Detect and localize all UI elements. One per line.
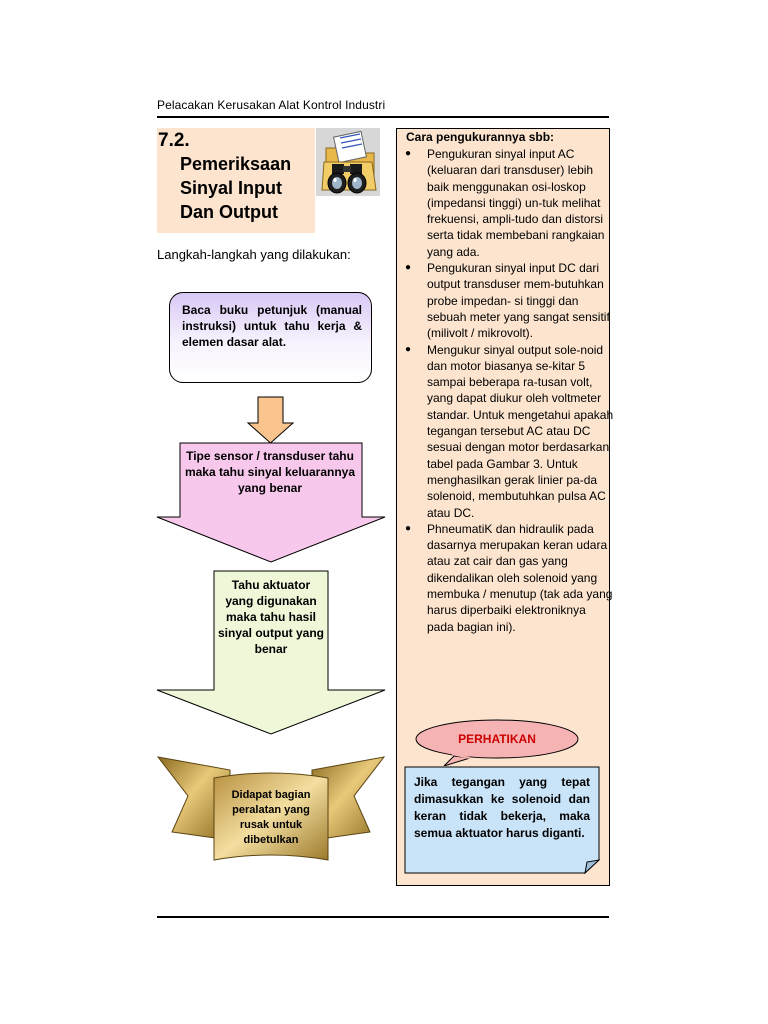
list-item-text: Pengukuran sinyal input AC (keluaran dari transduser) lebih baik menggunakan osi-loskop (impedansi tinggi) un-tuk melihat frekuensi, ampli-tudo dan distorsi serta tidak membebani rangkaian yang ada.: [427, 147, 605, 259]
notice-label: PERHATIKAN: [458, 732, 536, 746]
bullet-icon: ●: [405, 262, 412, 274]
list-item-text: Mengukur sinyal output sole-noid dan motor biasanya se-kitar 5 sampai beberapa ra-tusan volt, yang dapat diukur oleh voltmeter standar. Untuk mengetahui apakah tegangan tersebut AC atau DC sesuai dengan motor berdasarkan tabel pada Gambar 3. Untuk menghasilkan gerak linier pa-da solenoid, membutuhkan pulsa AC atau DC.: [427, 342, 614, 520]
header-rule: [157, 116, 609, 118]
list-item: [403, 342, 615, 521]
section-title: [180, 152, 291, 224]
list-item: [403, 260, 615, 341]
step1-text: Baca buku petunjuk (manual instruksi) untuk tahu kerja & elemen dasar alat.: [182, 303, 362, 349]
step2-text: Tipe sensor / transduser tahu maka tahu sinyal keluarannya yang benar: [184, 449, 356, 495]
panel-heading: Cara pengukurannya sbb:: [406, 130, 555, 144]
bullet-icon: ●: [405, 522, 412, 534]
list-item: [403, 521, 615, 635]
step3-text: Tahu aktuator yang digunakan maka tahu hasil sinyal output yang benar: [218, 578, 325, 656]
bullet-icon: ●: [405, 343, 412, 355]
list-item-text: PhneumatiK dan hidraulik pada dasarnya merupakan keran udara atau zat cair dan gas yang dikendalikan oleh solenoid yang membuka / menutup (tak ada yang harus diperbaiki elektroniknya pada bagian ini).: [427, 521, 613, 634]
step4-text: Didapat bagian peralatan yang rusak untuk dibetulkan: [231, 789, 311, 846]
footer-rule: [157, 916, 609, 918]
running-header: Pelacakan Kerusakan Alat Kontrol Industri: [157, 98, 386, 112]
section-title-line: Dan Output: [180, 202, 278, 222]
section-title-line: Pemeriksaan: [180, 154, 292, 174]
measurement-list: [403, 146, 615, 635]
section-title-line: Sinyal Input: [180, 178, 283, 198]
list-item-text: Pengukuran sinyal input DC dari output transduser mem-butuhkan probe impedan- si tinggi dan sebuah meter yang sangat sensitif (milivolt / mikrovolt).: [427, 261, 610, 341]
folder-binoculars-icon: [316, 128, 380, 196]
arrow-down-1: [248, 397, 293, 443]
bullet-icon: ●: [405, 148, 412, 159]
section-number: 7.2.: [158, 130, 190, 151]
note-text: Jika tegangan yang tepat dimasukkan ke solenoid dan keran tidak bekerja, maka semua aktuator harus diganti.: [414, 775, 590, 840]
intro-text: Langkah-langkah yang dilakukan:: [157, 247, 351, 262]
list-item: [403, 146, 615, 260]
